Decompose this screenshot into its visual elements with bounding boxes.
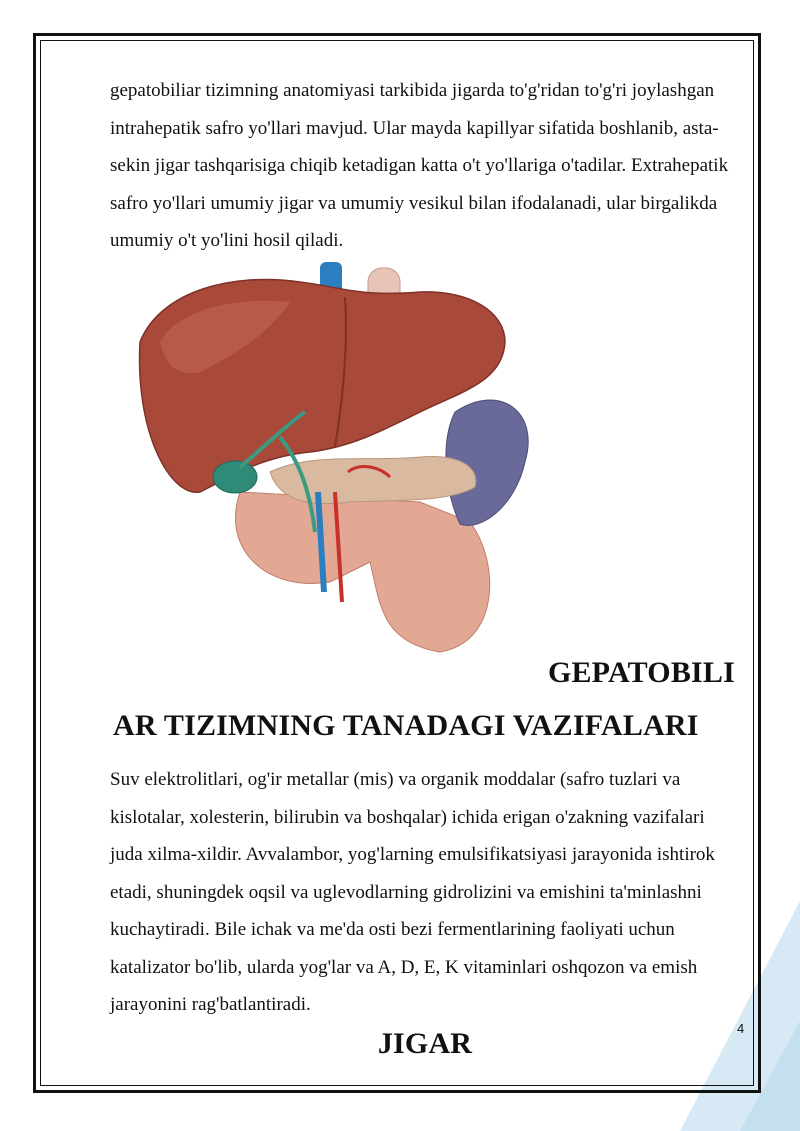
functions-paragraph: Suv elektrolitlari, og'ir metallar (mis) va organik moddalar (safro tuzlari va kislotalar, xolesterin, bilirubin va boshqalar) ichida erigan o'zakning vazifalari juda xilma-xildir. Avvalambor, yog'larning emulsifikatsiyasi jarayonida ishtirok etadi, shuningdek oqsil va uglevodlarning gidrolizini va emishini ta'minlashni kuchaytiradi. Bile ichak va me'da osti bezi fermentlarining faoliyati uchun katalizator bo'lib, ularda yog'lar va A, D, E, K vitaminlari oshqozon va emish jarayonini rag'batlantiradi. — [110, 769, 715, 1015]
gallbladder-shape — [213, 461, 257, 493]
page-number: 4 — [737, 1021, 745, 1036]
next-section-heading: JIGAR — [377, 1027, 473, 1060]
liver-anatomy-illustration — [120, 262, 540, 662]
duodenum-shape — [236, 492, 490, 652]
intro-paragraph: gepatobiliar tizimning anatomiyasi tarkibida jigarda to'g'ridan to'g'ri joylashgan intrahepatik safro yo'llari mavjud. Ular mayda kapillyar sifatida boshlanib, asta-sekin jigar tashqarisiga chiqib ketadigan katta o't yo'llariga o'tadilar. Extrahepatik safro yo'llari umumiy jigar va umumiy vesikul bilan ifodalanadi, ular birgalikda umumiy o't yo'lini hosil qiladi. — [110, 80, 729, 251]
section-heading-part1: GEPATOBILI — [547, 656, 735, 689]
pancreas-shape — [270, 457, 476, 504]
section-heading-part2: AR TIZIMNING TANADAGI VAZIFALARI — [113, 709, 699, 742]
